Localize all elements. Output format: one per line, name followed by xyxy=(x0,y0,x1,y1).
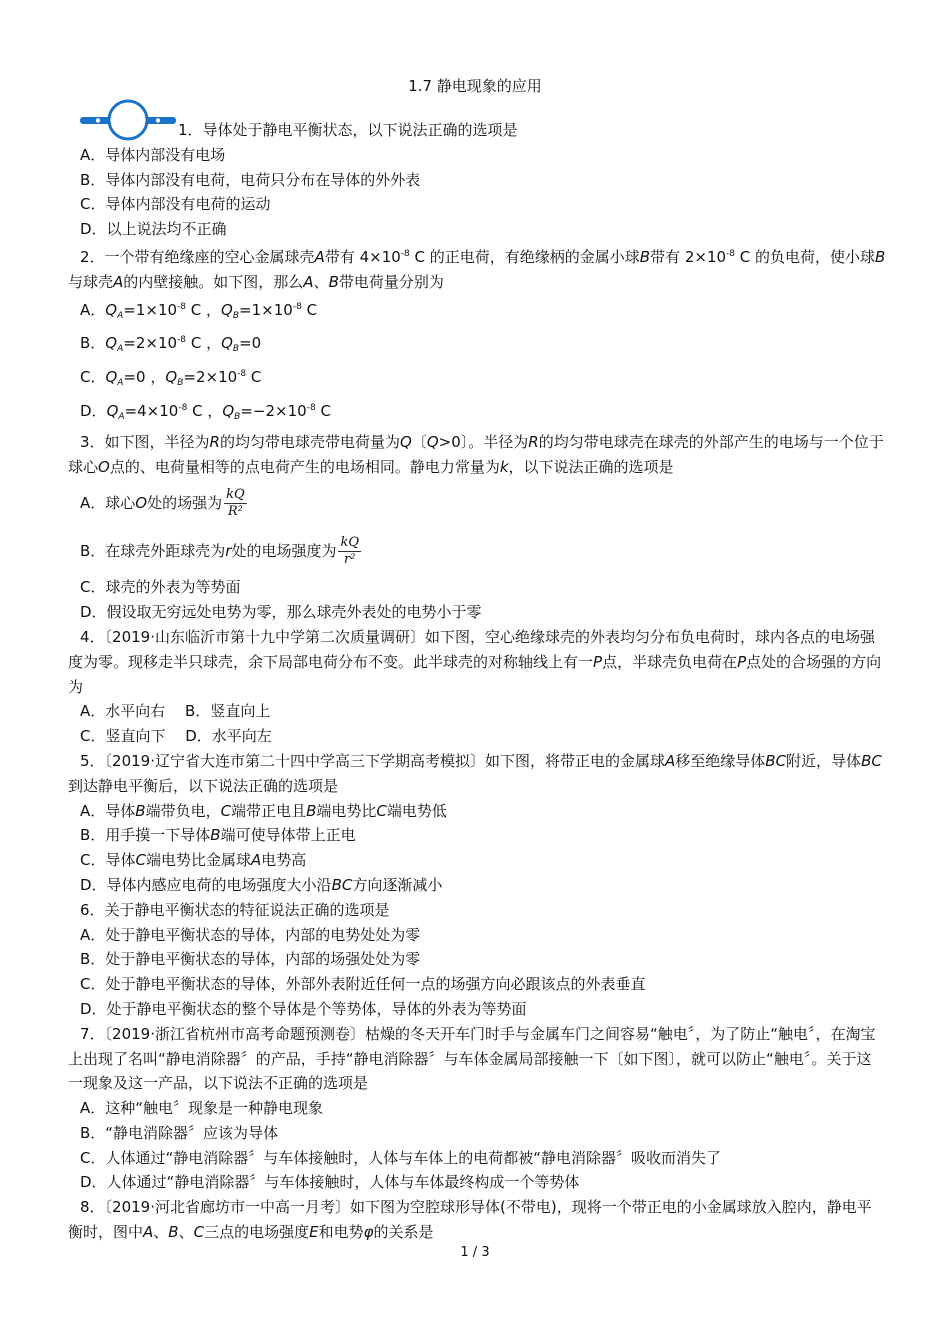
question-3-option-c: C．球壳的外表为等势面 xyxy=(80,578,241,597)
page-title: 1.7 静电现象的应用 xyxy=(408,77,542,95)
question-7-option-b: B．“静电消除器〞应该为导体 xyxy=(80,1123,279,1142)
question-1-option-d: D．以上说法均不正确 xyxy=(80,220,227,239)
question-1-stem: 1．导体处于静电平衡状态，以下说法正确的选项是 xyxy=(178,121,518,139)
formula-kq-over-r2-lower: $\frac{kQ}{\text{r²}}$ xyxy=(340,535,360,568)
question-7-option-a: A．这种“触电〞现象是一种静电现象 xyxy=(80,1099,324,1118)
question-7-stem: 7．〔2019·浙江省杭州市高考命题预测卷〕枯燥的冬天开车门时手与金属车门之间容易“触电〞，为了防止“触电〞，在淘宝上出现了名叫“静电消除器〞的产品，手持“静电消除器〞与车体金属局部接触一下〔如下图〕，就可以防止“触电〞。关于这一现象及这一产品，以下说法不正确的选项是 xyxy=(68,1024,876,1093)
question-6-option-a: A．处于静电平衡状态的导体，内部的电势处处为零 xyxy=(80,925,421,944)
question-8-stem: 8．〔2019·河北省廊坊市一中高一月考〕如下图为空腔球形导体(不带电)，现将一个带正电的小金属球放入腔内，静电平衡时，图中A、B、C三点的电场强度E和电势φ的关系是 xyxy=(68,1198,872,1242)
question-body xyxy=(68,118,886,1245)
question-3-option-d: D．假设取无穷远处电势为零，那么球壳外表处的电势小于零 xyxy=(80,603,482,622)
question-2-option-d: D．$Q_A=4\times 10^{-8}$ C ，$Q_B=-2\times 10^{-8}$ C xyxy=(80,401,331,422)
question-3-stem: 3．如下图，半径为R的均匀带电球壳带电荷量为Q〔Q>0〕。半径为R的均匀带电球壳在球壳的外部产生的电场与一个位于球心O点的、电荷量相等的点电荷产生的电场相同。静电力常量为k，以下说法正确的选项是 xyxy=(68,432,884,476)
question-4-options-cd: C．竖直向下 D．水平向左 xyxy=(80,727,272,746)
question-4-options-ab: A．水平向右 B．竖直向上 xyxy=(80,702,271,721)
question-6-option-c: C．处于静电平衡状态的导体，外部外表附近任何一点的场强方向必跟该点的外表垂直 xyxy=(80,975,646,994)
question-1-option-a: A．导体内部没有电场 xyxy=(80,145,226,164)
question-3-option-a: A．球心O处的场强为 $\frac{kQ}{\text{R²}}$ xyxy=(80,487,245,520)
question-5-option-d: D．导体内感应电荷的电场强度大小沿BC方向逐渐减小 xyxy=(80,875,443,894)
question-3-option-b: B．在球壳外距球壳为r处的电场强度为 $\frac{kQ}{\text{r²}}$ xyxy=(80,535,360,568)
question-1-option-c: C．导体内部没有电荷的运动 xyxy=(80,195,271,214)
question-2-option-a: A．$Q_A=1\times 10^{-8}$ C ，$Q_B=1\times 10^{-8}$ C xyxy=(80,300,318,321)
formula-kq-over-r2: $\frac{kQ}{\text{R²}}$ xyxy=(226,487,245,520)
question-7-option-d: D．人体通过“静电消除器〞与车体接触时，人体与车体最终构成一个等势体 xyxy=(80,1173,580,1192)
question-2-stem: 2．一个带有绝缘座的空心金属球壳A带有 $4\times 10^{-8}$ C 的正电荷，有绝缘柄的金属小球B带有 $2\times 10^{-8}$ C 的负电荷，使小球B与球壳A的内壁接触。如下图，那么A、B带电荷量分别为 xyxy=(68,247,886,291)
question-1-option-b: B．导体内部没有电荷，电荷只分布在导体的外外表 xyxy=(80,170,421,189)
question-6-stem: 6．关于静电平衡状态的特征说法正确的选项是 xyxy=(80,900,390,919)
question-6-option-b: B．处于静电平衡状态的导体，内部的场强处处为零 xyxy=(80,950,421,969)
question-5-option-b: B．用手摸一下导体B端可使导体带上正电 xyxy=(80,826,356,845)
question-2-option-b: B．$Q_A=2\times 10^{-8}$ C ，$Q_B=0$ xyxy=(80,334,262,355)
question-5-stem: 5．〔2019·辽宁省大连市第二十四中学高三下学期高考模拟〕如下图，将带正电的金属球A移至绝缘导体BC附近，导体BC到达静电平衡后，以下说法正确的选项是 xyxy=(68,751,882,795)
question-6-option-d: D．处于静电平衡状态的整个导体是个等势体，导体的外表为等势面 xyxy=(80,999,527,1018)
question-4-stem: 4．〔2019·山东临沂市第十九中学第二次质量调研〕如下图，空心绝缘球壳的外表均匀分布负电荷时，球内各点的电场强度为零。现移走半只球壳，余下局部电荷分布不变。此半球壳的对称轴线上有一P点，半球壳负电荷在P点处的合场强的方向为 xyxy=(68,627,882,696)
question-5-option-a: A．导体B端带负电，C端带正电且B端电势比C端电势低 xyxy=(80,801,447,820)
question-5-option-c: C．导体C端电势比金属球A电势高 xyxy=(80,851,307,870)
question-7-option-c: C．人体通过“静电消除器〞与车体接触时，人体与车体上的电荷都被“静电消除器〞吸收而消失了 xyxy=(80,1148,722,1167)
page-number: 1 / 3 xyxy=(460,1245,490,1260)
question-2-option-c: C．$Q_A=0$ ，$Q_B=2\times 10^{-8}$ C xyxy=(80,368,262,389)
